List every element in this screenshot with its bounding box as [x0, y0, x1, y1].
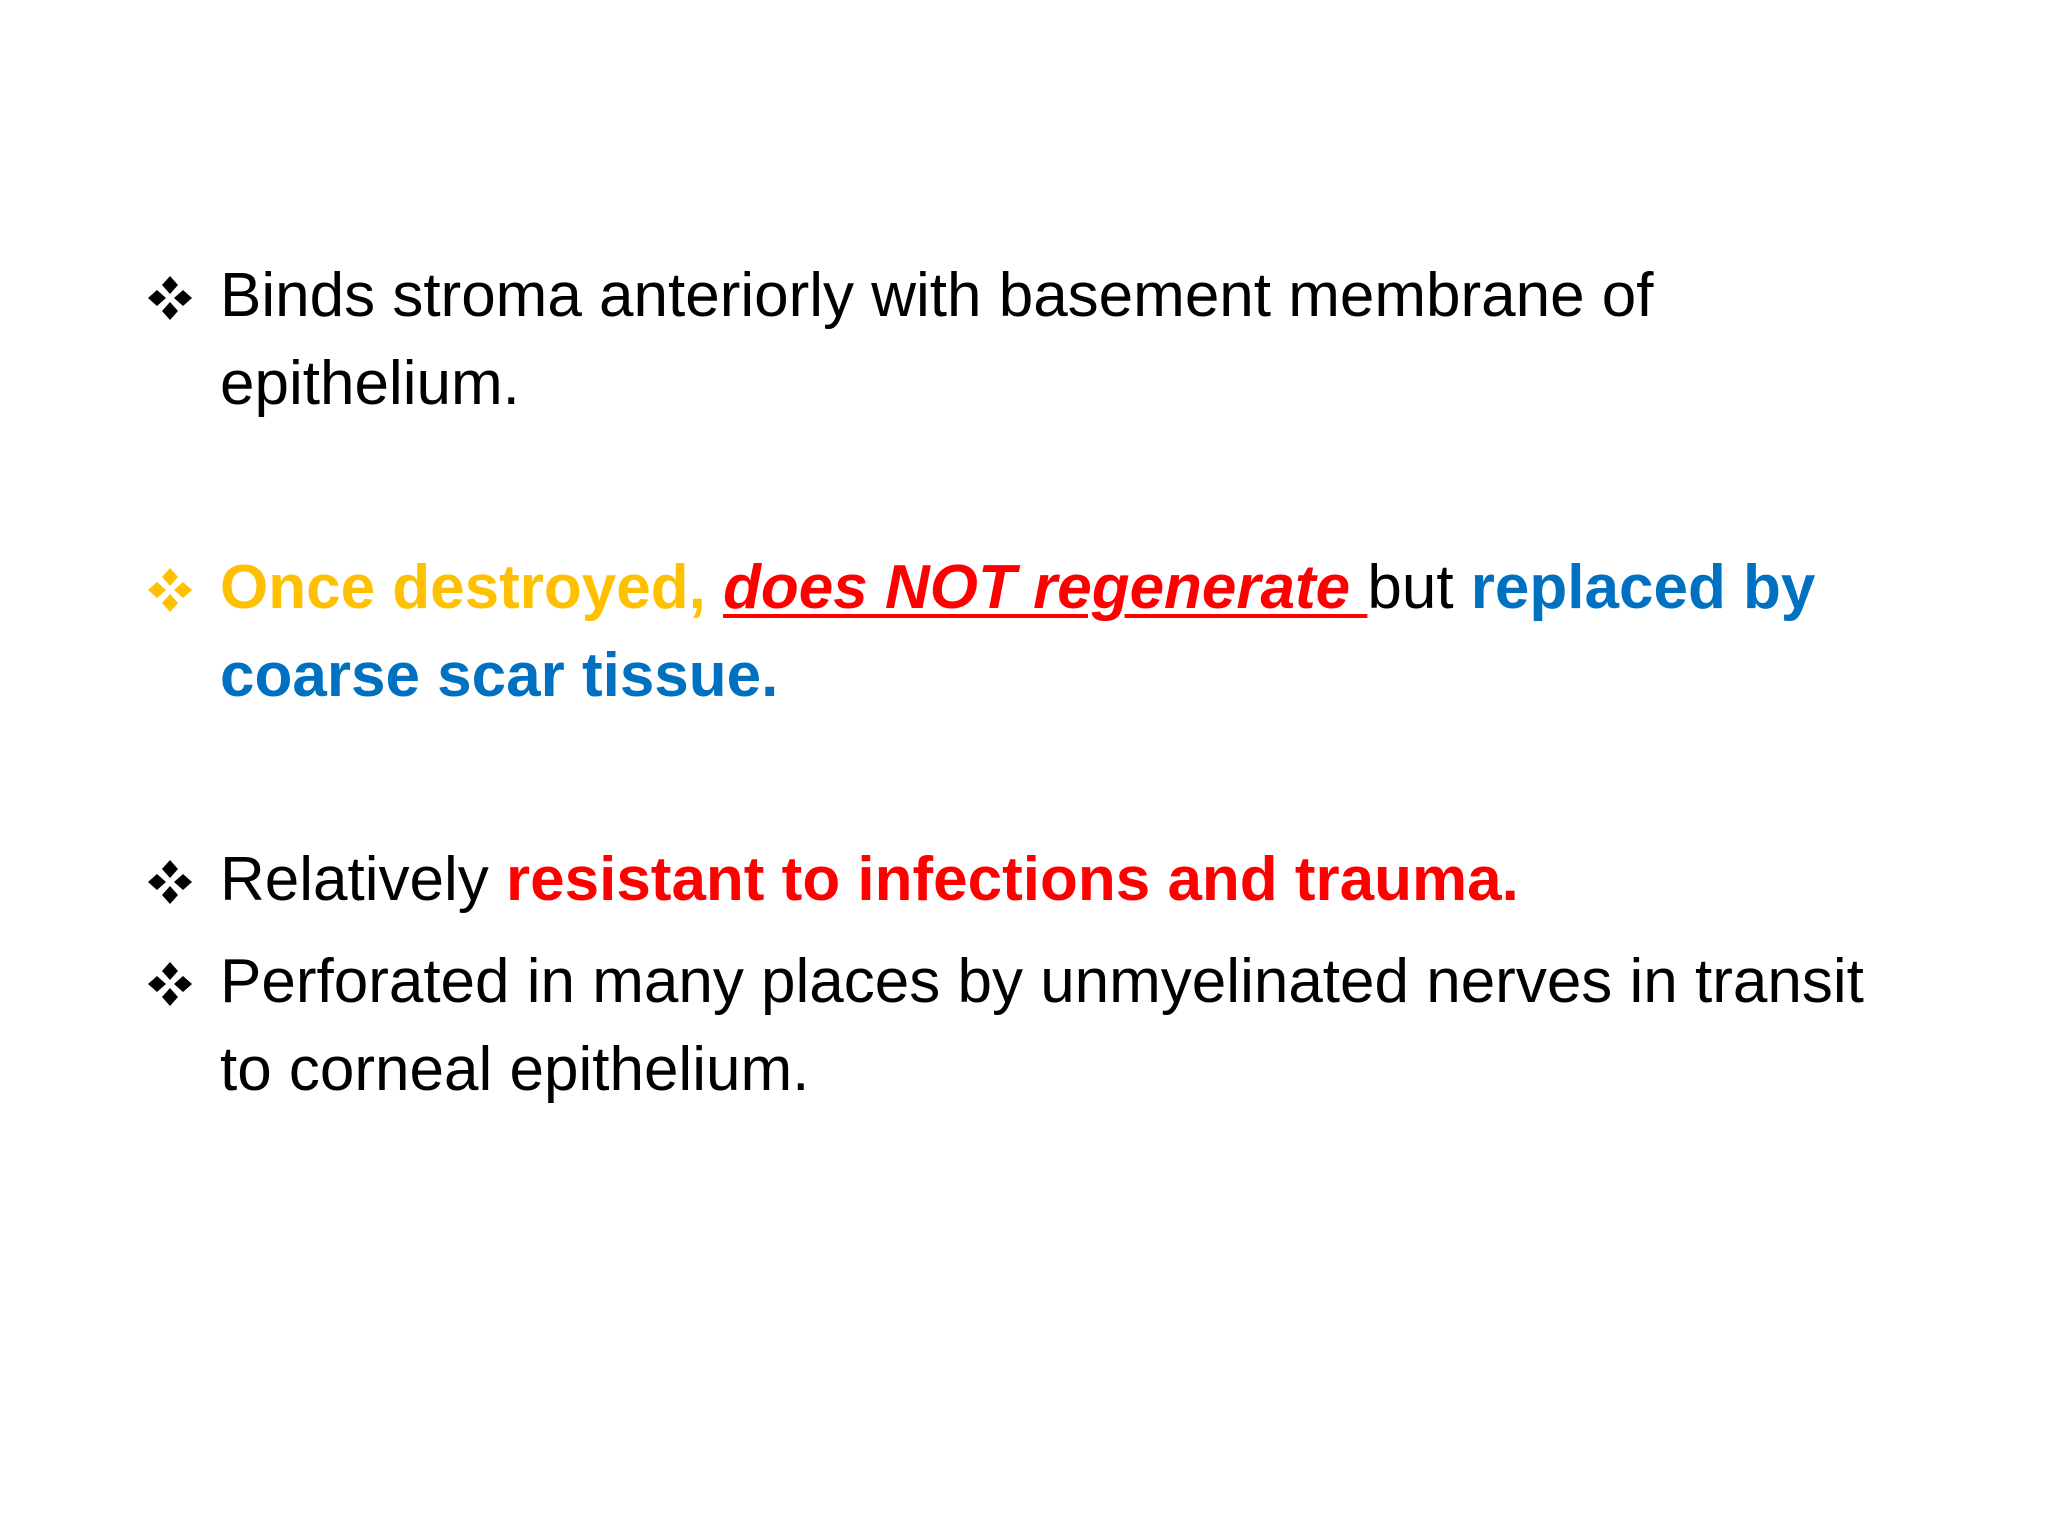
- bullet-text: Binds stroma anteriorly with basement membrane of epithelium.: [220, 261, 1654, 418]
- four-diamond-bullet-icon: [146, 960, 194, 1008]
- bullet-item: [146, 836, 1906, 924]
- bullet-text-but: but: [1367, 553, 1471, 622]
- bullet-highlight-destroyed: Once destroyed,: [220, 553, 724, 622]
- bullet-text: Perforated in many places by unmyelinated nerves in transit to corneal epithelium.: [220, 947, 1864, 1104]
- bullet-highlight-resistant: resistant to infections and trauma.: [506, 845, 1519, 914]
- bullet-item: [146, 544, 1906, 720]
- bullet-item: [146, 252, 1906, 428]
- bullet-text-relatively: Relatively: [220, 845, 506, 914]
- four-diamond-bullet-icon: [146, 858, 194, 906]
- bullet-item: [146, 938, 1906, 1114]
- four-diamond-bullet-icon: [146, 274, 194, 322]
- four-diamond-bullet-icon: [146, 566, 194, 614]
- bullet-list: [146, 252, 1906, 1114]
- bullet-emphasis-no-regenerate: does NOT regenerate: [723, 553, 1368, 622]
- bullet-highlight-scar: replaced by coarse scar tissue.: [220, 553, 1816, 710]
